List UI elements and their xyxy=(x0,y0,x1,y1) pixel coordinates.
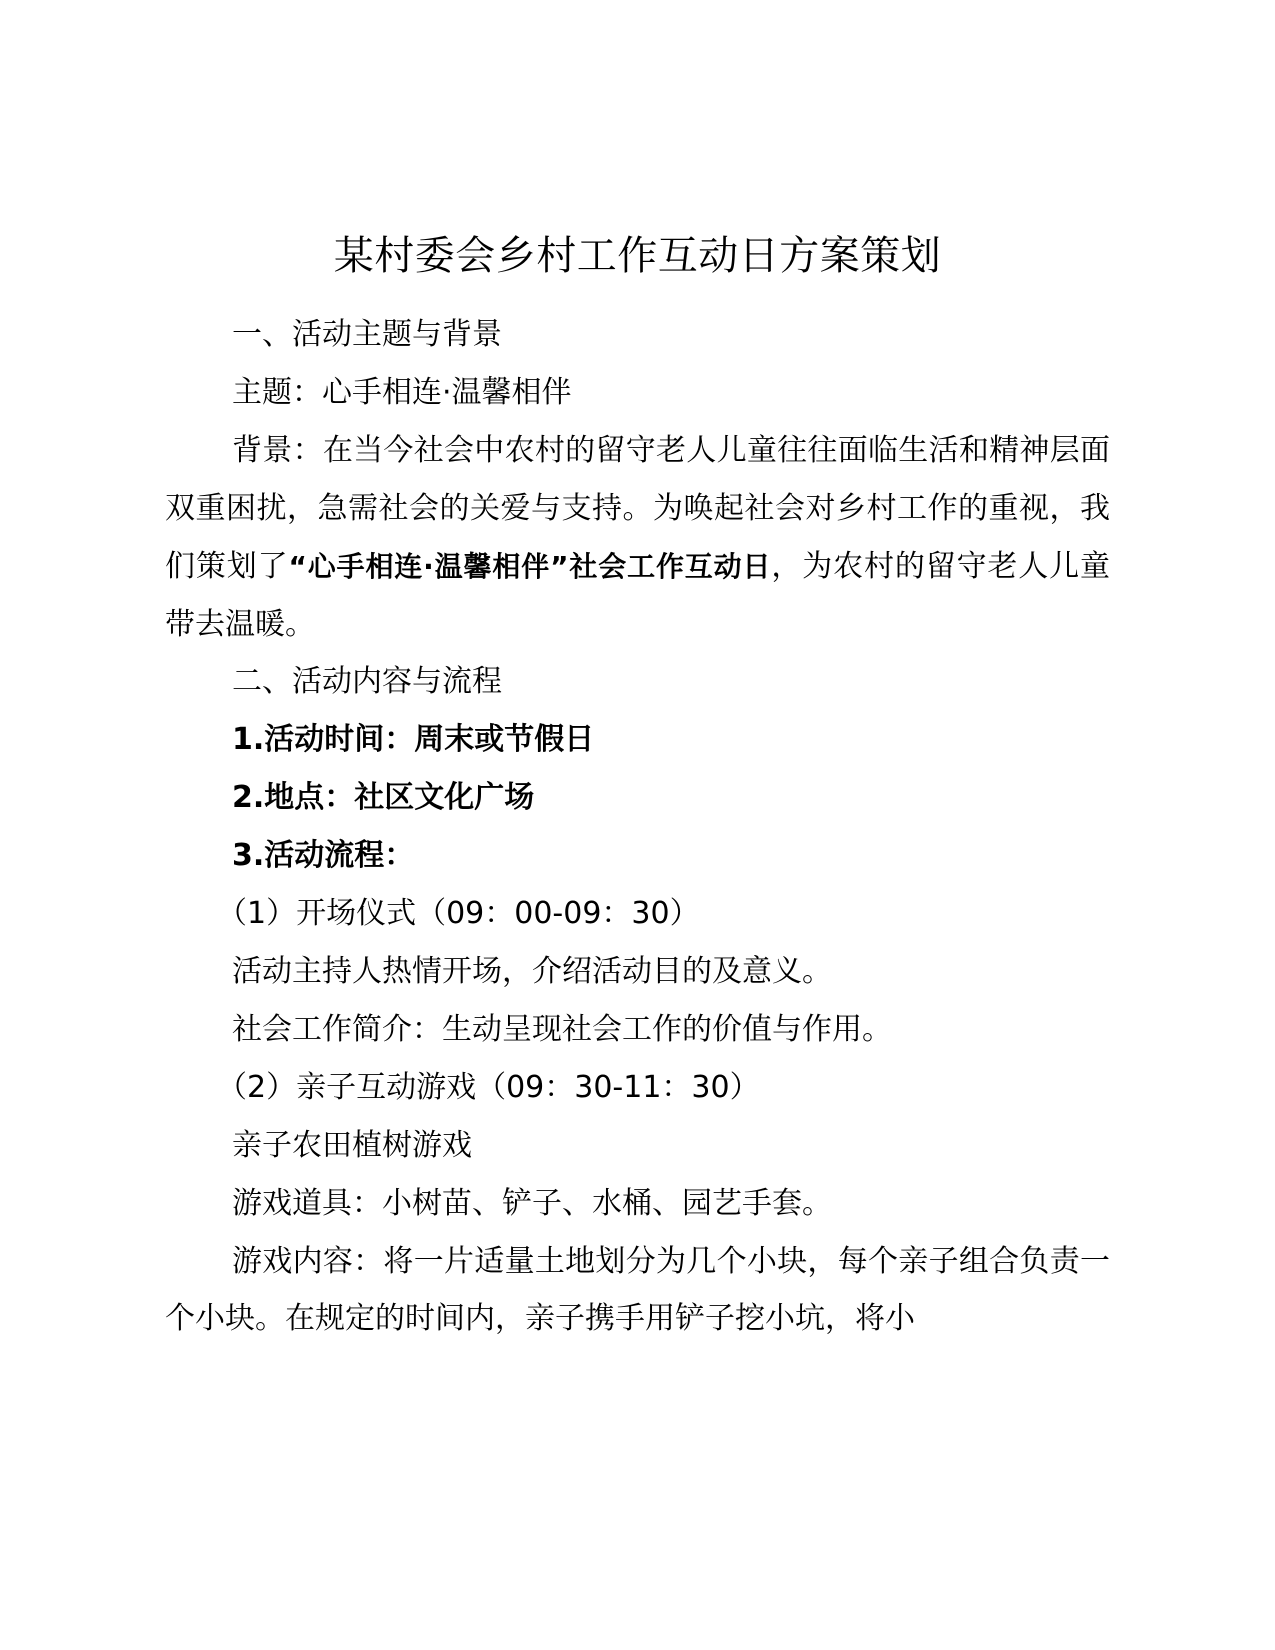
document-body xyxy=(165,306,1110,1348)
theme-line: 主题：心手相连·温馨相伴 xyxy=(232,374,572,410)
background-label: 背景： xyxy=(232,432,323,468)
step2-props: 游戏道具：小树苗、铲子、水桶、园艺手套。 xyxy=(232,1185,832,1221)
background-paragraph xyxy=(165,422,1110,654)
section-heading-2: 二、活动内容与流程 xyxy=(232,664,502,700)
document-title: 某村委会乡村工作互动日方案策划 xyxy=(333,233,942,279)
background-text-2: ，为农村的留守老人儿童带去温暖。 xyxy=(165,548,1111,642)
item-flow: 3.活动流程： xyxy=(232,838,415,874)
section-heading-1: 一、活动主题与背景 xyxy=(232,317,502,352)
step2-heading: （2）亲子互动游戏（09：30-11：30） xyxy=(217,1069,760,1105)
step1-line-1: 活动主持人热情开场，介绍活动目的及意义。 xyxy=(232,953,832,989)
background-text-bold: “心手相连·温馨相伴”社会工作互动日 xyxy=(288,549,772,583)
background-text-1: 在当今社会中农村的留守老人儿童往往面临生活和精神层面双重困扰，急需社会的关爱与支持。为唤起社会对乡村工作的重视，我们策划了 xyxy=(165,432,1111,584)
step1-heading: （1）开场仪式（09：00-09：30） xyxy=(217,896,700,932)
step2-game-name: 亲子农田植树游戏 xyxy=(232,1127,472,1163)
step2-content: 游戏内容：将一片适量土地划分为几个小块，每个亲子组合负责一个小块。在规定的时间内，亲子携手用铲子挖小坑，将小 xyxy=(165,1243,1110,1337)
step1-line-2: 社会工作简介：生动呈现社会工作的价值与作用。 xyxy=(232,1011,892,1047)
item-place: 2.地点：社区文化广场 xyxy=(232,780,535,816)
item-time: 1.活动时间：周末或节假日 xyxy=(232,722,595,758)
